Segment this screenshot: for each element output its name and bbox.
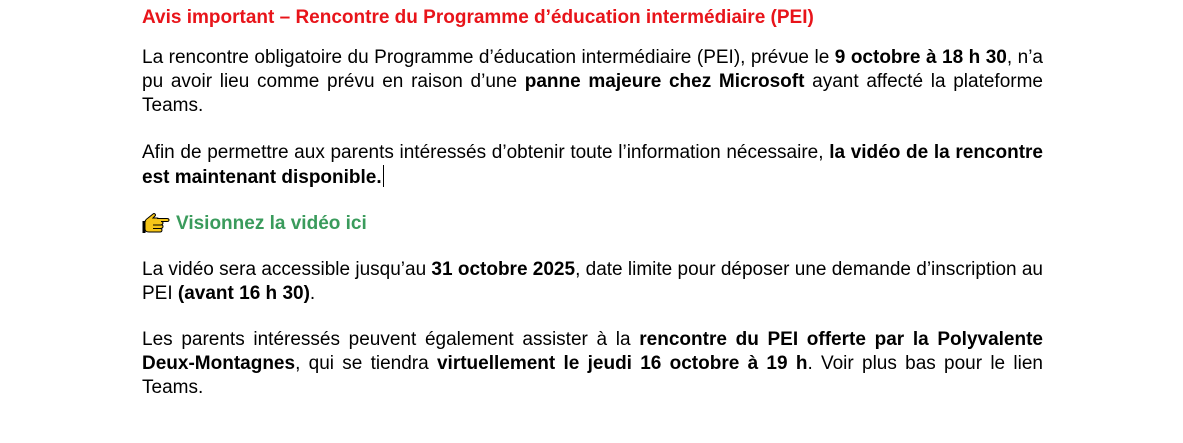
watch-video-link[interactable]: Visionnez la vidéo ici <box>176 213 367 234</box>
p4-school-meeting: rencontre du PEI offerte par la Polyvalente Deux-Montagnes <box>142 329 1043 374</box>
paragraph-cancelled-meeting <box>142 46 1043 118</box>
p2-video-available: la vidéo de la rencontre est maintenant disponible. <box>142 142 1043 188</box>
text-cursor <box>383 165 384 187</box>
p2-text-1: Afin de permettre aux parents intéressés d’obtenir toute l’information nécessaire, <box>142 142 830 163</box>
paragraph-video-available <box>142 141 1043 190</box>
p1-outage-reason: panne majeure chez Microsoft <box>524 71 805 92</box>
p3-deadline-date: 31 octobre 2025 <box>431 259 576 280</box>
paragraph-video-deadline <box>142 258 1043 306</box>
p3-text-1: La vidéo sera accessible jusqu’au <box>142 259 432 280</box>
p1-text-1: La rencontre obligatoire du Programme d’éducation intermédiaire (PEI), prévue le <box>142 47 835 68</box>
p3-text-2: , date limite pour déposer une demande d’inscription au PEI <box>142 259 1043 304</box>
pointing-hand-icon <box>142 212 170 236</box>
p1-text-3: ayant affecté la plateforme Teams. <box>142 71 1043 116</box>
p1-meeting-date: 9 octobre à 18 h 30 <box>834 47 1007 68</box>
video-link-row <box>142 212 1043 236</box>
p4-text-1: Les parents intéressés peuvent également assister à la <box>142 329 640 350</box>
p3-deadline-time: (avant 16 h 30) <box>177 283 310 304</box>
paragraph-other-meeting <box>142 328 1043 400</box>
p1-text-2: , n’a pu avoir lieu comme prévu en raison d’une <box>142 47 1043 92</box>
p4-text-3: . Voir plus bas pour le lien Teams. <box>142 353 1043 398</box>
p4-meeting-datetime: virtuellement le jeudi 16 octobre à 19 h <box>436 353 808 374</box>
notice-document <box>142 6 1043 422</box>
p4-text-2: , qui se tiendra <box>295 353 437 374</box>
p3-text-3: . <box>309 283 316 304</box>
notice-title: Avis important – Rencontre du Programme d’éducation intermédiaire (PEI) <box>142 7 814 28</box>
